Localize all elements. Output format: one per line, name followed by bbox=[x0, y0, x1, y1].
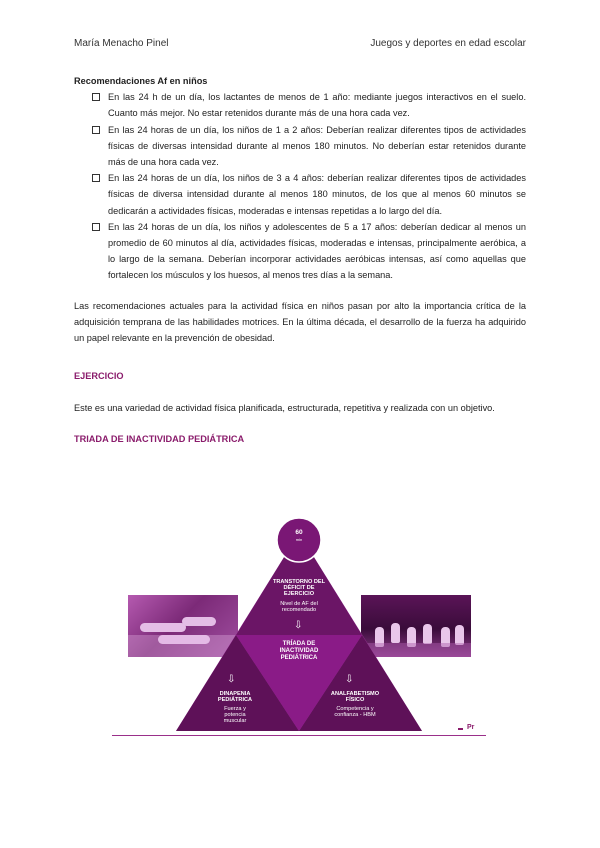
list-item: En las 24 horas de un día, los niños de 1 a 2 años: Deberían realizar diferentes tipos de actividades físicas de diversas intensidad durante al menos 180 minutos. No deberían estar retenidos durante más de una hora cada vez. bbox=[92, 122, 526, 171]
list-item: En las 24 horas de un día, los niños y adolescentes de 5 a 17 años: deberían dedicar al menos un promedio de 60 minutos al día, actividades físicas, moderadas e intensas, principalmente aeróbica, a lo largo de la semana. Deberían incorporar actividades aeróbicas intensas, así como aquellas que fortalecen los músculos y los huesos, al menos tres días a la semana. bbox=[92, 219, 526, 284]
recommendations-list bbox=[92, 89, 526, 283]
checkbox-icon bbox=[92, 126, 100, 134]
bullet-dot bbox=[458, 728, 463, 730]
triada-figure bbox=[112, 505, 486, 740]
list-item: En las 24 horas de un día, los niños de 3 a 4 años: deberían realizar diferentes tipos de actividades físicas de diversa intensidad durante al menos 180 minutos, de los que al menos 60 minutos se dedicarán a actividades físicas, moderadas e intensas repetidas a lo largo del día. bbox=[92, 170, 526, 219]
section-heading-triada: TRIADA DE INACTIVIDAD PEDIÁTRICA bbox=[74, 433, 245, 444]
checkbox-icon bbox=[92, 174, 100, 182]
arrow-down-right-icon: ⇩ bbox=[345, 674, 354, 685]
header-author: María Menacho Pinel bbox=[74, 38, 169, 49]
circle-unit: min bbox=[295, 537, 303, 542]
list-item: En las 24 h de un día, los lactantes de menos de 1 año: mediante juegos interactivos en el suelo. Cuanto más mejor. No estar retenidos durante más de una hora cada vez. bbox=[92, 89, 526, 121]
recommendations-title: Recomendaciones Af en niños bbox=[74, 76, 208, 86]
header-subject: Juegos y deportes en edad escolar bbox=[370, 38, 526, 49]
checkbox-icon bbox=[92, 93, 100, 101]
circle-value: 60 bbox=[295, 529, 303, 536]
top-subtitle: Nivel de AF del recomendado bbox=[280, 601, 318, 614]
checkbox-icon bbox=[92, 223, 100, 231]
arrow-down-icon: ⇩ bbox=[294, 620, 303, 631]
figure-divider bbox=[112, 735, 486, 736]
corner-label: Pr bbox=[467, 724, 475, 731]
right-subtitle: Competencia y confianza - HBM bbox=[334, 706, 376, 719]
right-title: ANALFABETISMO FÍSICO bbox=[330, 691, 380, 704]
paragraph: Este es una variedad de actividad física planificada, estructurada, repetitiva y realizada con un objetivo. bbox=[74, 403, 495, 414]
left-subtitle: Fuerza y potencia muscular bbox=[223, 706, 247, 725]
paragraph: Las recomendaciones actuales para la actividad física en niños pasan por alto la importancia crítica de la adquisición temprana de las habilidades motrices. En la última década, el desarrollo de la fuerza ha adquirido un papel relevante en la prevención de obesidad. bbox=[74, 300, 526, 344]
center-title: TRÍADA DE INACTIVIDAD PEDIÁTRICA bbox=[279, 641, 319, 661]
left-title: DINAPENIA PEDIÁTRICA bbox=[217, 691, 253, 704]
document-body bbox=[74, 73, 526, 447]
section-heading-ejercicio: EJERCICIO bbox=[74, 371, 124, 382]
top-title: TRANSTORNO DEL DÉFICIT DE EJERCICIO bbox=[272, 579, 326, 598]
arrow-down-left-icon: ⇩ bbox=[227, 674, 236, 685]
